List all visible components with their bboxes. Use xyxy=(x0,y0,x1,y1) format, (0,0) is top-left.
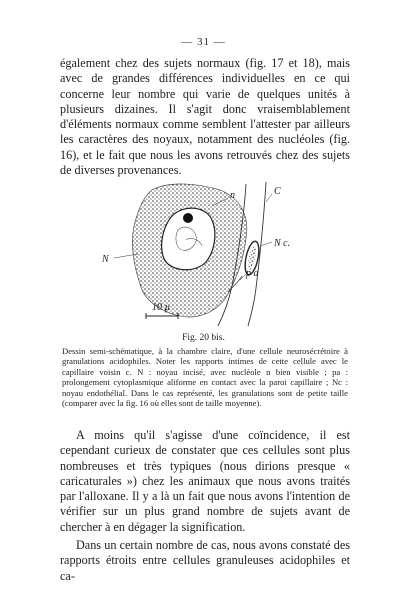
paragraph-2: A moins qu'il s'agisse d'une coïncidence, il est cependant curieux de constater que ces cellules sont plus nombreuses et très typiques (nous dirions presque « caricaturales ») chez les animaux que nous avons traités par l'alloxane. Il y a là un fait que nous avons l'intention de vérifier sur un plus grand nombre de sujets avant de chercher à en dégager la signification. xyxy=(60,428,350,534)
cell-drawing xyxy=(60,176,350,326)
paragraph-3: Dans un certain nombre de cas, nous avons constaté des rapports étroits entre cellules granuleuses acidophiles et ca- xyxy=(60,538,350,583)
label-N: N xyxy=(102,254,109,265)
figure-caption: Dessin semi-schématique, à la chambre claire, d'une cellule neurosécrétoire à granulations acidophiles. Noter les rapports intimes de cette cellule avec le capillaire voisin c. N : noyau incisé, avec nucléole n bien visible ; pa : prolongement cytoplasmique aliforme en contact avec la paroi capillaire ; Nc : noyau endothélial. Dans le cas représenté, les granulations sont de petite taille (comparer avec la fig. 16 où elles sont de taille moyenne). xyxy=(62,346,348,409)
label-n: n xyxy=(230,190,235,201)
label-scale: 10 µ xyxy=(152,302,171,313)
label-c: C xyxy=(274,186,281,197)
figure-illustration xyxy=(60,176,350,326)
nucleolus xyxy=(183,213,193,223)
label-nc: N c. xyxy=(274,238,291,249)
page-number: — 31 — xyxy=(181,36,226,48)
label-pa: p a xyxy=(246,268,259,279)
paragraph-1: également chez des sujets normaux (fig. 17 et 18), mais avec de grandes différences individuelles en ce qui concerne leur nombre qui varie de quelques unités à plusieurs dizaines. Il s'agit donc vraisemblablement d'éléments normaux comme semblent l'attester par ailleurs les caractères des noyaux, notamment des nucléoles (fig. 16), et le fait que nous les avons retrouvés chez des sujets de diverses provenances. xyxy=(60,56,350,178)
figure-title: Fig. 20 bis. xyxy=(182,333,225,343)
